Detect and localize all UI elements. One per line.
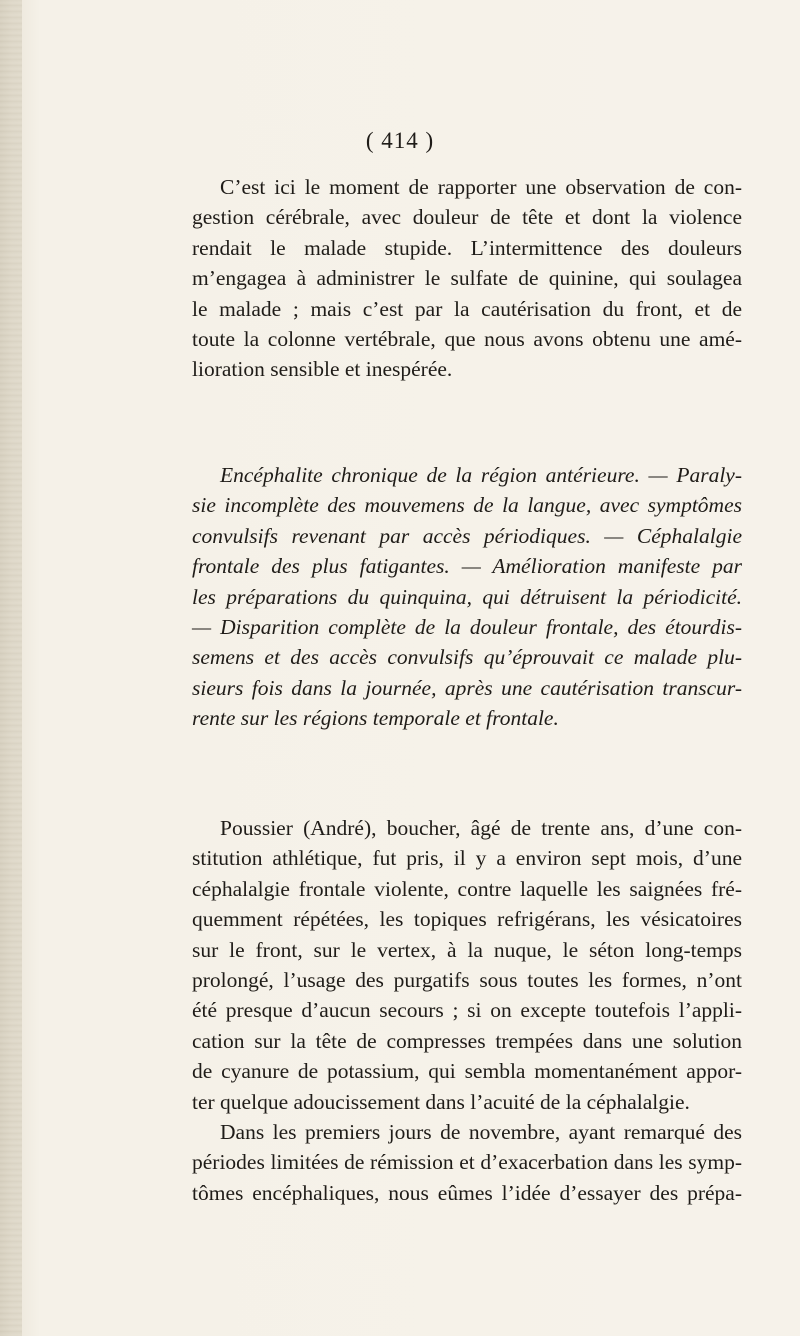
text-line: cation sur la tête de compresses trempées dans une solution	[192, 1028, 742, 1053]
text-line: sie incomplète des mouvemens de la langue, avec symptômes	[192, 493, 742, 518]
text-line: céphalalgie frontale violente, contre laquelle les saignées fré-	[192, 876, 742, 901]
paragraph-intro	[192, 172, 742, 385]
text-line: semens et des accès convulsifs qu’éprouvait ce malade plu-	[192, 645, 742, 670]
text-line: de cyanure de potassium, qui sembla momentanément appor-	[192, 1059, 742, 1084]
text-line: frontale des plus fatigantes. — Amélioration manifeste par	[192, 554, 742, 579]
text-line: Dans les premiers jours de novembre, ayant remarqué des	[220, 1120, 742, 1145]
text-line: quemment répétées, les topiques refrigérans, les vésicatoires	[192, 907, 742, 932]
text-line: toute la colonne vertébrale, que nous avons obtenu une amé-	[192, 327, 742, 352]
text-line: stitution athlétique, fut pris, il y a environ sept mois, d’une	[192, 846, 742, 871]
text-line: convulsifs revenant par accès périodiques. — Céphalalgie	[192, 523, 742, 548]
text-line: Poussier (André), boucher, âgé de trente ans, d’une con-	[220, 816, 742, 840]
text-line: gestion cérébrale, avec douleur de tête et dont la violence	[192, 205, 742, 230]
text-line: tômes encéphaliques, nous eûmes l’idée d’essayer des prépa-	[192, 1180, 742, 1205]
text-line: prolongé, l’usage des purgatifs sous toutes les formes, n’ont	[192, 968, 742, 993]
text-line: m’engagea à administrer le sulfate de quinine, qui soulagea	[192, 266, 742, 291]
text-line: le malade ; mais c’est par la cautérisation du front, et de	[192, 296, 742, 321]
text-line: — Disparition complète de la douleur frontale, des étourdis-	[192, 615, 742, 640]
text-line: Encéphalite chronique de la région antérieure. — Paraly-	[220, 463, 742, 487]
text-line: été presque d’aucun secours ; si on excepte toutefois l’appli-	[192, 998, 742, 1023]
text-line: les préparations du quinquina, qui détruisent la périodicité.	[192, 584, 742, 609]
page-number: ( 414 )	[365, 128, 435, 153]
text-line: lioration sensible et inespérée.	[192, 357, 453, 382]
text-line: sieurs fois dans la journée, après une cautérisation transcur-	[192, 675, 742, 700]
text-line: rendait le malade stupide. L’intermittence des douleurs	[192, 235, 742, 260]
paragraph-case-report	[192, 813, 742, 1208]
text-line: périodes limitées de rémission et d’exacerbation dans les symp-	[192, 1150, 742, 1175]
text-line: sur le front, sur le vertex, à la nuque, le séton long-temps	[192, 937, 742, 962]
text-line: rente sur les régions temporale et frontale.	[192, 706, 559, 731]
text-line: ter quelque adoucissement dans l’acuité de la céphalalgie.	[192, 1089, 690, 1114]
text-line: C’est ici le moment de rapporter une observation de con-	[220, 175, 742, 199]
case-summary-italic	[192, 460, 742, 734]
page-binding-edge	[0, 0, 22, 1336]
